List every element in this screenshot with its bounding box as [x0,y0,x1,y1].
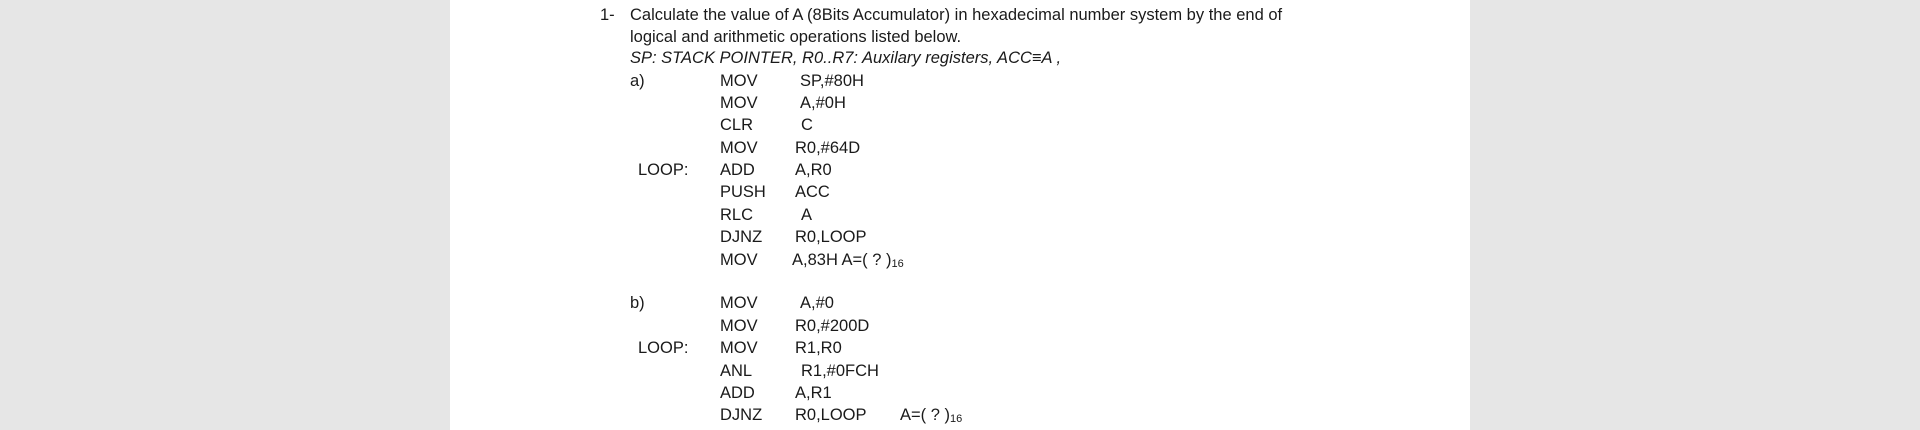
part-b-arg: A,R1 [795,384,832,402]
part-a-op: MOV [720,94,758,112]
part-b-arg: R0,#200D [795,317,870,335]
part-b-arg: R0,LOOP [795,406,867,424]
part-a-arg: R0,LOOP [795,228,867,246]
part-a-arg: ACC [795,183,830,201]
part-a-arg: R0,#64D [795,139,861,157]
question-number: 1- [600,6,615,24]
part-a-arg: A [801,206,813,224]
part-a-op: ADD [720,161,755,179]
part-a-answer-line [792,250,904,274]
part-b-label: b) [630,294,645,312]
question-line-2: logical and arithmetic operations listed below. [630,28,962,46]
part-a-loop-label: LOOP: [638,161,689,179]
part-a-label: a) [630,72,645,90]
part-a-op: PUSH [720,183,766,201]
part-a-op: MOV [720,251,758,269]
part-a-arg: SP,#80H [800,72,864,90]
part-b-loop-label: LOOP: [638,339,689,357]
part-a-op: RLC [720,206,754,224]
part-b-op: ADD [720,384,755,402]
part-b-op: MOV [720,317,758,335]
part-a-answer-subscript: 16 [891,258,904,270]
part-b-answer-line [900,405,962,429]
question-line-1: Calculate the value of A (8Bits Accumulator) in hexadecimal number system by the end of [630,6,1283,24]
part-a-op: MOV [720,72,758,90]
part-b-arg: R1,R0 [795,339,842,357]
part-b-answer: A=( ? ) [900,406,950,424]
document-page [450,0,1470,430]
part-b-answer-subscript: 16 [949,413,963,425]
part-b-op: DJNZ [720,406,763,424]
part-b-op: ANL [720,362,753,380]
part-a-arg: A,83H A=( ? ) [792,251,892,269]
part-b-op: MOV [720,294,758,312]
part-b-op: MOV [720,339,758,357]
question-note: SP: STACK POINTER, R0..R7: Auxilary registers, ACC≡A , [630,49,1062,67]
part-a-arg: A,#0H [800,94,846,112]
part-a-op: MOV [720,139,758,157]
part-a-op: CLR [720,116,754,134]
part-a-op: DJNZ [720,228,763,246]
part-a-arg: A,R0 [795,161,832,179]
part-b-arg: A,#0 [800,294,834,312]
part-b-arg: R1,#0FCH [801,362,879,380]
part-a-arg: C [801,116,813,134]
